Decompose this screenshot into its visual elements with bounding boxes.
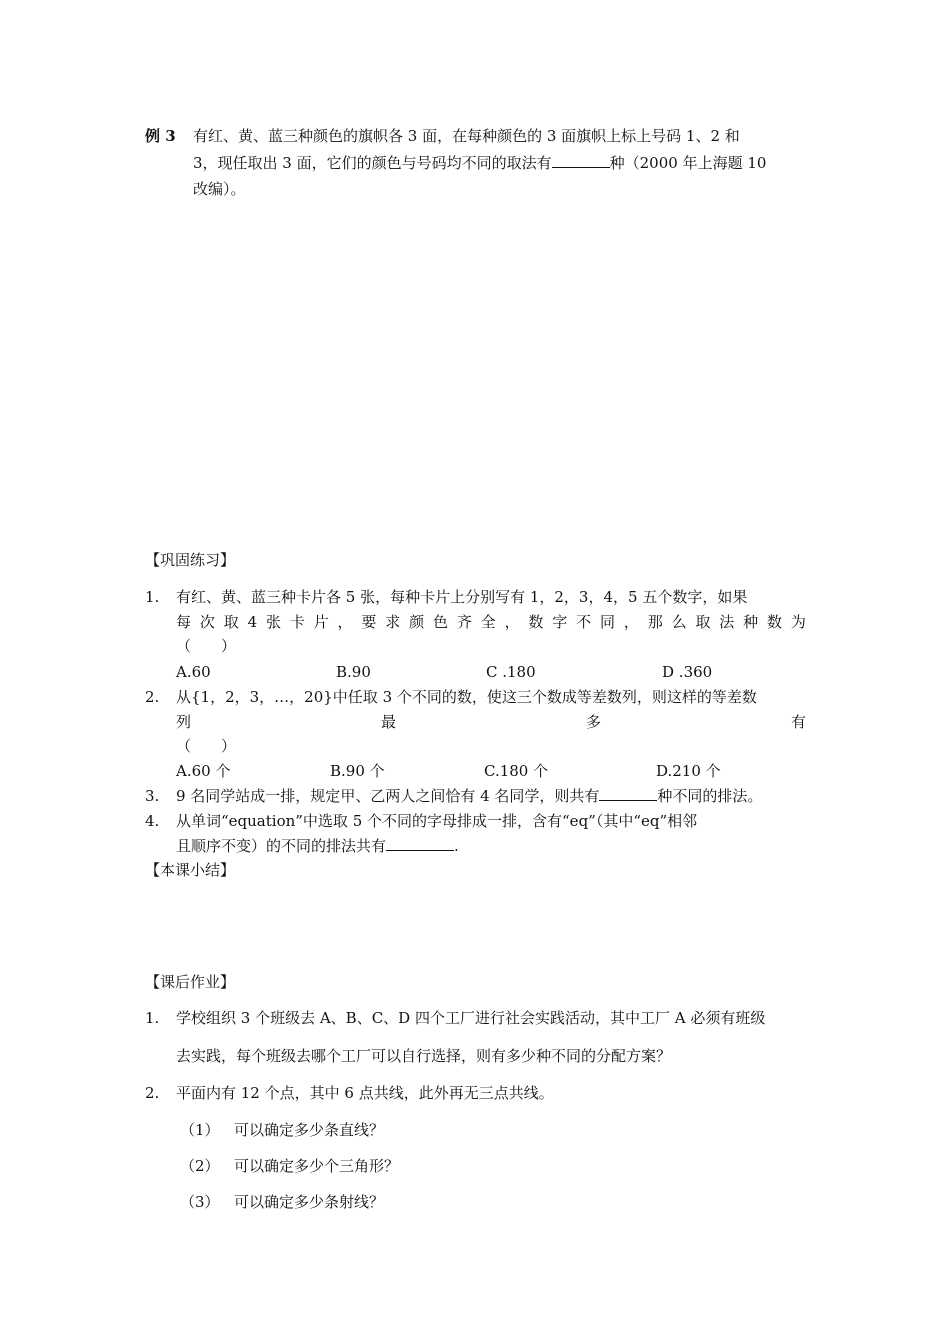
justified-word: 齐 [456, 613, 472, 631]
practice-q4-line1: 从单词“equation”中选取 5 个不同的字母排成一排，含有“eq”（其中“eq”相邻 [176, 812, 698, 830]
practice-q2-line1: 从{1，2，3，…，20}中任取 3 个不同的数，使这三个数成等差数列，则这样的等差数 [176, 688, 757, 706]
practice-q3-text [176, 784, 762, 808]
justified-word: 那 [647, 613, 663, 631]
practice-q4-line2-a: 且顺序不变）的不同的排法共有 [176, 837, 387, 855]
justified-word: 字 [552, 613, 568, 631]
practice-q3-number: 3. [145, 787, 160, 805]
practice-q4-line2 [176, 834, 459, 858]
justified-word: 种 [743, 613, 759, 631]
homework-heading: 【课后作业】 [145, 973, 236, 991]
practice-q1-option-a[interactable]: A.60 [176, 663, 211, 681]
practice-q1-line1: 有红、黄、蓝三种卡片各 5 张，每种卡片上分别写有 1，2，3，4，5 五个数字，如果 [176, 588, 748, 606]
example-text-line2 [193, 151, 766, 175]
practice-q1-option-d[interactable]: D .360 [662, 663, 713, 681]
homework-q2-sub2-number: （2） [180, 1157, 220, 1175]
practice-q4-blank[interactable] [386, 834, 454, 851]
justified-word: 为 [790, 613, 806, 631]
practice-q1-paren: （ ） [176, 637, 237, 655]
practice-q1-option-b[interactable]: B.90 [336, 663, 371, 681]
practice-q2-option-d[interactable]: D.210 个 [656, 762, 721, 780]
homework-q2-number: 2. [145, 1084, 160, 1102]
justified-word: 全 [480, 613, 496, 631]
homework-q2-sub2-text: 可以确定多少个三角形？ [234, 1157, 400, 1175]
practice-q1-option-c[interactable]: C .180 [486, 663, 536, 681]
practice-q4-number: 4. [145, 812, 160, 830]
homework-q1-line2: 去实践，每个班级去哪个工厂可以自行选择，则有多少种不同的分配方案？ [176, 1047, 672, 1065]
justified-word: 法 [719, 613, 735, 631]
example-label: 例 3 [145, 127, 176, 145]
justified-word: ， [504, 613, 520, 631]
justified-word: 4 [247, 613, 258, 631]
justified-word: 颜 [409, 613, 425, 631]
justified-word: 取 [223, 613, 239, 631]
justified-word: 张 [265, 613, 281, 631]
practice-q3-text-b: 种不同的排法。 [657, 787, 763, 805]
practice-q2-option-b[interactable]: B.90 个 [330, 762, 385, 780]
justified-word: 多 [585, 713, 601, 731]
justified-word: 数 [767, 613, 783, 631]
practice-q2-option-a[interactable]: A.60 个 [176, 762, 231, 780]
justified-word: 么 [671, 613, 687, 631]
justified-word: 卡 [289, 613, 305, 631]
justified-word: 次 [199, 613, 215, 631]
example-text-line2-b: 种（2000 年上海题 10 [609, 154, 767, 172]
example-text-line1: 有红、黄、蓝三种颜色的旗帜各 3 面，在每种颜色的 3 面旗帜上标上号码 1、2 和 [193, 127, 740, 145]
practice-heading: 【巩固练习】 [145, 551, 236, 569]
practice-q2-number: 2. [145, 688, 160, 706]
homework-q2-sub3-number: （3） [180, 1193, 220, 1211]
justified-word: 列 [176, 713, 192, 731]
homework-q2-sub1-number: （1） [180, 1121, 220, 1139]
homework-q2-line1: 平面内有 12 个点，其中 6 点共线，此外再无三点共线。 [176, 1084, 554, 1102]
summary-heading: 【本课小结】 [145, 861, 236, 879]
justified-word: 片 [313, 613, 329, 631]
justified-word: 同 [600, 613, 616, 631]
example-text-line2-a: 3，现任取出 3 面，它们的颜色与号码均不同的取法有 [193, 154, 552, 172]
justified-word: ， [337, 613, 353, 631]
practice-q4-line2-b: . [454, 837, 459, 855]
practice-q2-paren: （ ） [176, 737, 237, 755]
justified-word: 要 [361, 613, 377, 631]
justified-word: 有 [790, 713, 806, 731]
practice-q2-option-c[interactable]: C.180 个 [484, 762, 549, 780]
practice-q2-line2 [176, 710, 806, 734]
justified-word: 最 [380, 713, 396, 731]
homework-q2-sub3-text: 可以确定多少条射线？ [234, 1193, 385, 1211]
justified-word: 取 [695, 613, 711, 631]
homework-q1-number: 1. [145, 1009, 160, 1027]
practice-q1-line2 [176, 610, 806, 634]
homework-q1-line1: 学校组织 3 个班级去 A、B、C、D 四个工厂进行社会实践活动，其中工厂 A 必须有班级 [176, 1009, 766, 1027]
example-text-line3: 改编）。 [193, 180, 246, 198]
justified-word: 不 [576, 613, 592, 631]
justified-word: 色 [432, 613, 448, 631]
practice-q1-number: 1. [145, 588, 160, 606]
justified-word: 数 [528, 613, 544, 631]
justified-word: 每 [176, 613, 192, 631]
answer-blank[interactable] [552, 151, 610, 168]
justified-word: 求 [385, 613, 401, 631]
practice-q3-text-a: 9 名同学站成一排，规定甲、乙两人之间恰有 4 名同学，则共有 [176, 787, 600, 805]
practice-q3-blank[interactable] [599, 784, 657, 801]
homework-q2-sub1-text: 可以确定多少条直线？ [234, 1121, 385, 1139]
justified-word: ， [623, 613, 639, 631]
